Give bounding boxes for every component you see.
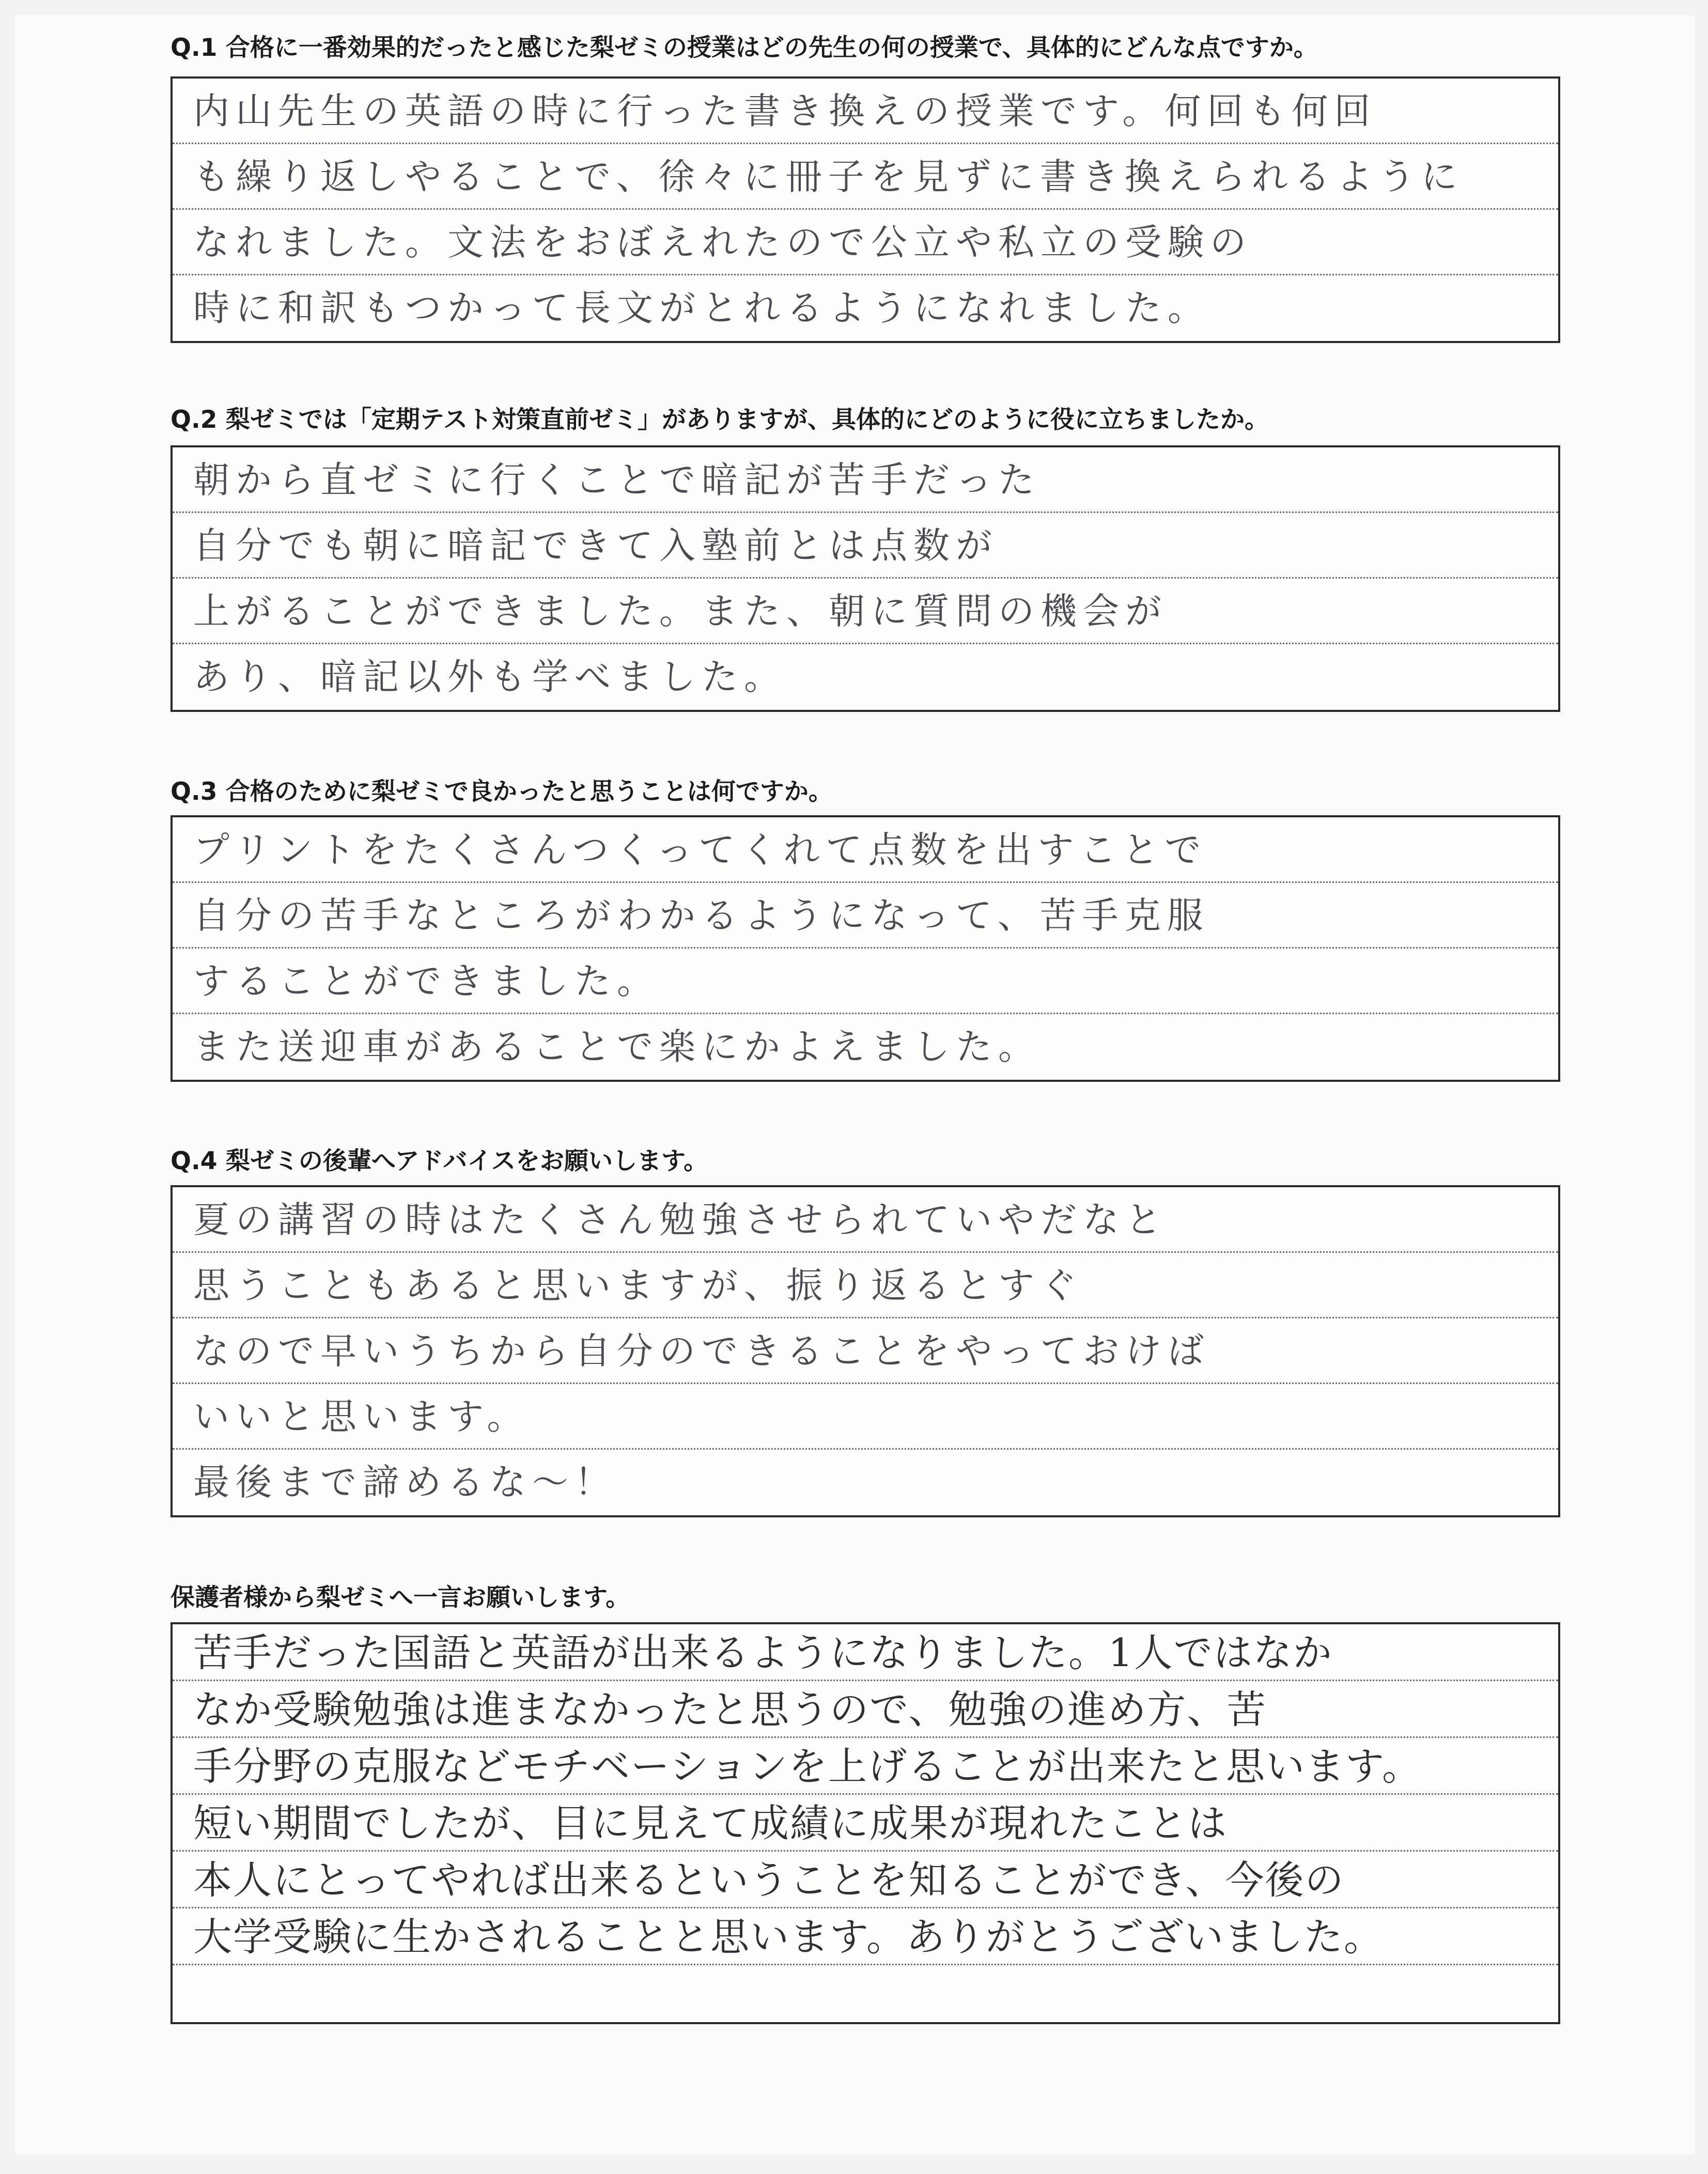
answer-line: 苦手だった国語と英語が出来るようになりました。1人ではなか: [173, 1624, 1558, 1681]
answer-line: なので早いうちから自分のできることをやっておけば: [173, 1318, 1558, 1384]
question-3-title: Q.3 合格のために梨ゼミで良かったと思うことは何ですか。: [170, 778, 833, 806]
answer-line: また送迎車があることで楽にかよえました。: [193, 1026, 1041, 1068]
answer-line: 自分の苦手なところがわかるようになって、苦手克服: [173, 883, 1558, 949]
answer-line: 朝から直ゼミに行くことで暗記が苦手だった: [173, 447, 1558, 513]
answer-line: も繰り返しやることで、徐々に冊子を見ずに書き換えられるように: [173, 144, 1558, 210]
parent-comment-box: [170, 1622, 1560, 2024]
answer-line: 本人にとってやれば出来るということを知ることができ、今後の: [173, 1852, 1558, 1908]
answer-line: 時に和訳もつかって長文がとれるようになれました。: [193, 287, 1210, 329]
answer-line: あり、暗記以外も学べました。: [193, 656, 786, 698]
parent-comment-title: 保護者様から梨ゼミへ一言お願いします。: [170, 1583, 630, 1612]
answer-line: なか受験勉強は進まなかったと思うので、勉強の進め方、苦: [173, 1681, 1558, 1738]
answer-line: 手分野の克服などモチベーションを上げることが出来たと思います。: [173, 1738, 1558, 1795]
answer-line: 自分でも朝に暗記できて入塾前とは点数が: [173, 513, 1558, 579]
question-3-answer-box: [170, 815, 1560, 1082]
answer-line: 思うこともあると思いますが、振り返るとすぐ: [173, 1253, 1558, 1318]
answer-line: 大学受験に生かされることと思います。ありがとうございました。: [173, 1908, 1558, 1965]
answer-line: いいと思います。: [173, 1384, 1558, 1450]
answer-line: 最後まで諦めるな〜！: [193, 1461, 617, 1503]
question-1-answer-box: [170, 76, 1560, 343]
question-2-answer-box: [170, 445, 1560, 712]
question-4-answer-box: [170, 1185, 1560, 1517]
answer-line: [173, 1965, 1558, 2022]
answer-line: なれました。文法をおぼえれたので公立や私立の受験の: [173, 210, 1558, 275]
answer-line: 短い期間でしたが、目に見えて成績に成果が現れたことは: [173, 1795, 1558, 1852]
answer-line: 上がることができました。また、朝に質問の機会が: [173, 579, 1558, 644]
answer-line: することができました。: [173, 949, 1558, 1014]
answer-line: プリントをたくさんつくってくれて点数を出すことで: [173, 817, 1558, 883]
question-4-title: Q.4 梨ゼミの後輩へアドバイスをお願いします。: [170, 1147, 708, 1175]
question-2-title: Q.2 梨ゼミでは「定期テスト対策直前ゼミ」がありますが、具体的にどのように役に立ちましたか。: [170, 406, 1269, 434]
answer-line: 内山先生の英語の時に行った書き換えの授業です。何回も何回: [173, 79, 1558, 144]
answer-line: 夏の講習の時はたくさん勉強させられていやだなと: [173, 1187, 1558, 1253]
question-1-title: Q.1 合格に一番効果的だったと感じた梨ゼミの授業はどの先生の何の授業で、具体的にどんな点ですか。: [170, 34, 1318, 62]
